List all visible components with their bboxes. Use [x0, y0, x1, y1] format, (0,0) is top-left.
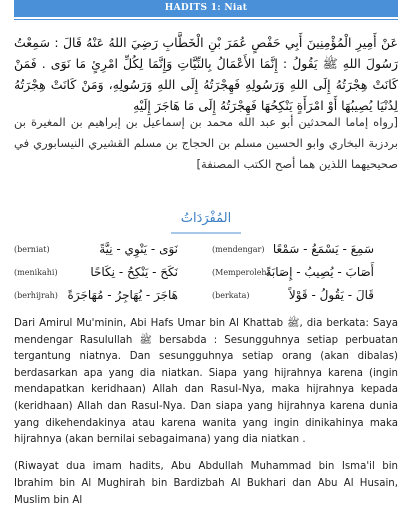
vocab-title: المُفْرَدَاتُ — [180, 211, 232, 226]
vocab-word: أَصَابَ - يُصِيبُ - إِصَابَةً — [265, 265, 374, 279]
vocab-gloss: (Memperoleh) — [212, 268, 270, 277]
hadith-arabic-text: عَنْ أَمِيرِ الْمُؤْمِنِينَ أَبِي حَفْصٍ عُمَرَ بْنِ الْخَطَّابِ رَضِيَ اللهُ عَنْهُ قَالَ : سَمِعْتُ رَسُولَ اللهِ ﷺ يَقُولُ : إِنَّمَا الأَعْمَالُ بِالنِّيَّاتِ وَإِنَّمَا لِكُلِّ امْرِئٍ مَا نَوَى . فَمَنْ كَانَتْ هِجْرَتُهُ إِلَى اللهِ وَرَسُولِهِ فَهِجْرَتُهُ إِلَى اللهِ وَرَسُولِهِ، وَمَنْ كَانَتْ هِجْرَتُهُ لِدُنْيَا يُصِيبُهَا أَوْ امْرَأَةٍ يَنْكِحُهَا فَهِجْرَتُهُ إِلَى مَا هَاجَرَ إِلَيْهِ — [14, 35, 398, 113]
vocab-gloss: (berkata) — [212, 291, 250, 300]
vocab-item-left-2 — [14, 265, 202, 283]
vocab-gloss: (berniat) — [14, 245, 50, 254]
vocab-word: هَاجَرَ - يُهَاجِرُ - مُهَاجَرَةً — [67, 288, 178, 302]
vocab-gloss: (mendengar) — [212, 245, 265, 254]
vocab-title-underline — [171, 232, 241, 234]
vocab-word: سَمِعَ - يَسْمَعُ - سَمْعًا — [272, 242, 374, 256]
vocab-item-right-2 — [212, 265, 398, 283]
riwayat-arabic-text: [رواه إماما المحدثين أبو عبد الله محمد بن إسماعيل بن إبراهيم بن المغيرة بن بردزبة البخاري وابو الحسين مسلم بن الحجاج بن مسلم القشيري النيسابوري في صحيحيهما اللذين هما أصح الكتب المصنفة] — [14, 115, 398, 171]
vocab-word: نَكَحَ - يَنْكِحُ - نِكَاحًا — [90, 265, 178, 279]
header-band — [14, 0, 398, 17]
vocab-item-right-3 — [212, 288, 398, 306]
vocab-item-right-1 — [212, 242, 398, 260]
page-title: HADITS 1: Niat — [164, 3, 248, 13]
vocab-gloss: (berhijrah) — [14, 291, 58, 300]
riwayat-paragraph: (Riwayat dua imam hadits, Abu Abdullah Muhammad bin Isma'il bin Ibrahim bin Al Mughirah bin Bardizbah Al Bukhari dan Abu Al Husain, Muslim bin Al — [14, 461, 398, 506]
vocab-item-left-3 — [14, 288, 202, 306]
translation-paragraph: Dari Amirul Mu'minin, Abi Hafs Umar bin Al Khattab ﷺ, dia berkata: Saya mendengar Rasulullah ﷺ bersabda : Sesungguhnya setiap perbuatan tergantung niatnya. Dan sesungguhnya setiap orang (akan dibalas) berdasarkan apa yang dia niatkan. Siapa yang hijrahnya karena (ingin mendapatkan keridhaan) Allah dan Rasul-Nya, maka hijrahnya kepada (keridhaan) Allah dan Rasul-Nya. Dan siapa yang hijrahnya karena dunia yang dikehendakinya atau karena wanita yang ingin dinikahinya maka hijrahnya (akan bernilai sebagaimana) yang dia niatkan . — [14, 318, 398, 446]
vocab-word: قَالَ - يَقُولُ - قَوْلاً — [288, 288, 374, 302]
vocab-word: نَوَى - يَنْوِي - نِيَّةً — [99, 242, 178, 256]
header-divider — [14, 19, 398, 20]
vocab-item-left-1 — [14, 242, 202, 260]
vocab-gloss: (menikahi) — [14, 268, 58, 277]
